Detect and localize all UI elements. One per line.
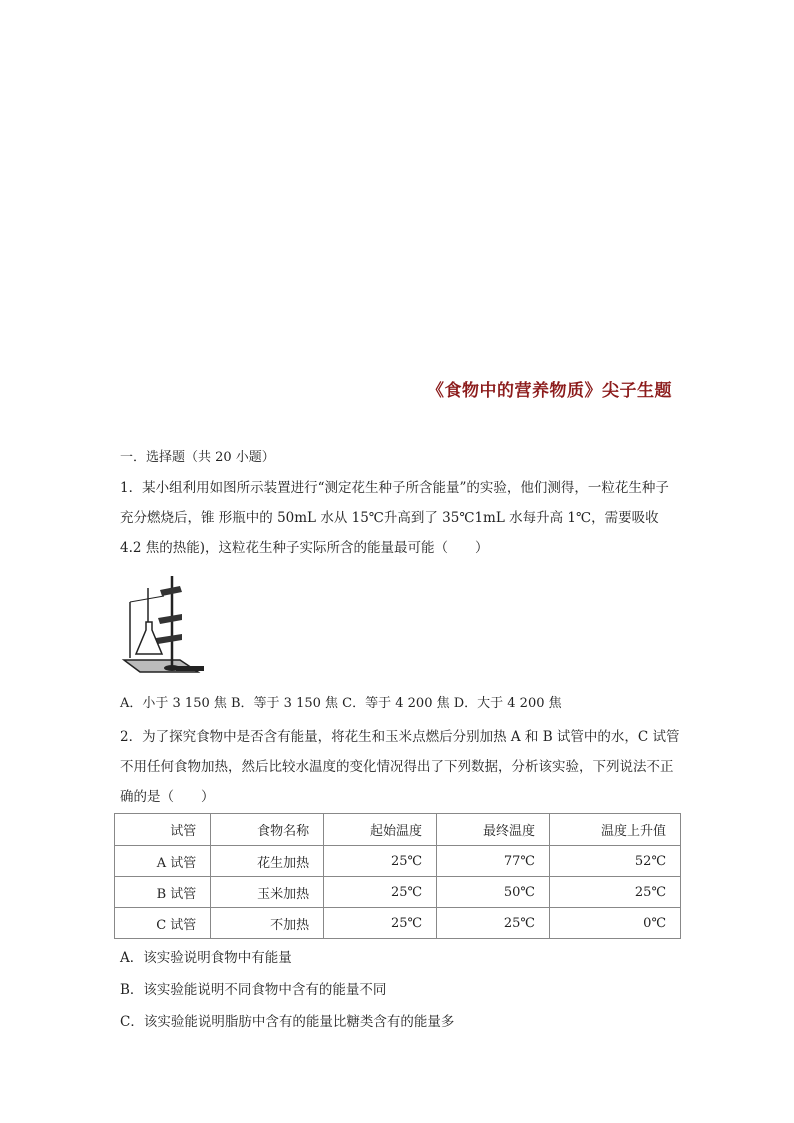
question-2-option-b: B．该实验能说明不同食物中含有的能量不同 bbox=[120, 982, 387, 998]
section-heading: 一．选择题（共 20 小题） bbox=[120, 450, 275, 465]
data-table bbox=[114, 813, 681, 939]
table-header: 温度上升值 bbox=[549, 814, 680, 846]
table-cell: C 试管 bbox=[115, 908, 211, 939]
table-header: 最终温度 bbox=[437, 814, 550, 846]
table-cell: 52℃ bbox=[549, 846, 680, 877]
table-cell: 25℃ bbox=[324, 846, 437, 877]
table-header: 起始温度 bbox=[324, 814, 437, 846]
table-row bbox=[115, 877, 681, 908]
table-cell: 50℃ bbox=[437, 877, 550, 908]
table-cell: 25℃ bbox=[324, 877, 437, 908]
table-cell: 25℃ bbox=[549, 877, 680, 908]
table-cell: 0℃ bbox=[549, 908, 680, 939]
table-row bbox=[115, 846, 681, 877]
table-header: 食物名称 bbox=[211, 814, 324, 846]
question-2-option-c: C．该实验能说明脂肪中含有的能量比糖类含有的能量多 bbox=[120, 1014, 455, 1030]
table-cell: B 试管 bbox=[115, 877, 211, 908]
table-cell: 不加热 bbox=[211, 908, 324, 939]
table-cell: 玉米加热 bbox=[211, 877, 324, 908]
table-cell: 77℃ bbox=[437, 846, 550, 877]
table-header: 试管 bbox=[115, 814, 211, 846]
apparatus-diagram bbox=[120, 572, 208, 684]
table-header-row bbox=[115, 814, 681, 846]
question-2-text: 2．为了探究食物中是否含有能量，将花生和玉米点燃后分别加热 A 和 B 试管中的水，C 试管不用任何食物加热，然后比较水温度的变化情况得出了下列数据，分析该实验，下列说法不正确的是（ ） bbox=[120, 729, 680, 805]
table-cell: 花生加热 bbox=[211, 846, 324, 877]
question-1-options: A．小于 3 150 焦 B．等于 3 150 焦 C．等于 4 200 焦 D．大于 4 200 焦 bbox=[120, 696, 562, 711]
table-cell: 25℃ bbox=[324, 908, 437, 939]
question-1-text: 1．某小组利用如图所示装置进行“测定花生种子所含能量”的实验，他们测得，一粒花生种子充分燃烧后，锥 形瓶中的 50mL 水从 15℃升高到了 35℃1mL 水每升高 1℃，需要吸收 4.2 焦的热能)，这粒花生种子实际所含的能量最可能（ ） bbox=[120, 480, 669, 556]
question-2-option-a: A．该实验说明食物中有能量 bbox=[120, 950, 292, 966]
table-cell: 25℃ bbox=[437, 908, 550, 939]
table-row bbox=[115, 908, 681, 939]
table-cell: A 试管 bbox=[115, 846, 211, 877]
page-title: 《食物中的营养物质》尖子生题 bbox=[427, 381, 672, 401]
